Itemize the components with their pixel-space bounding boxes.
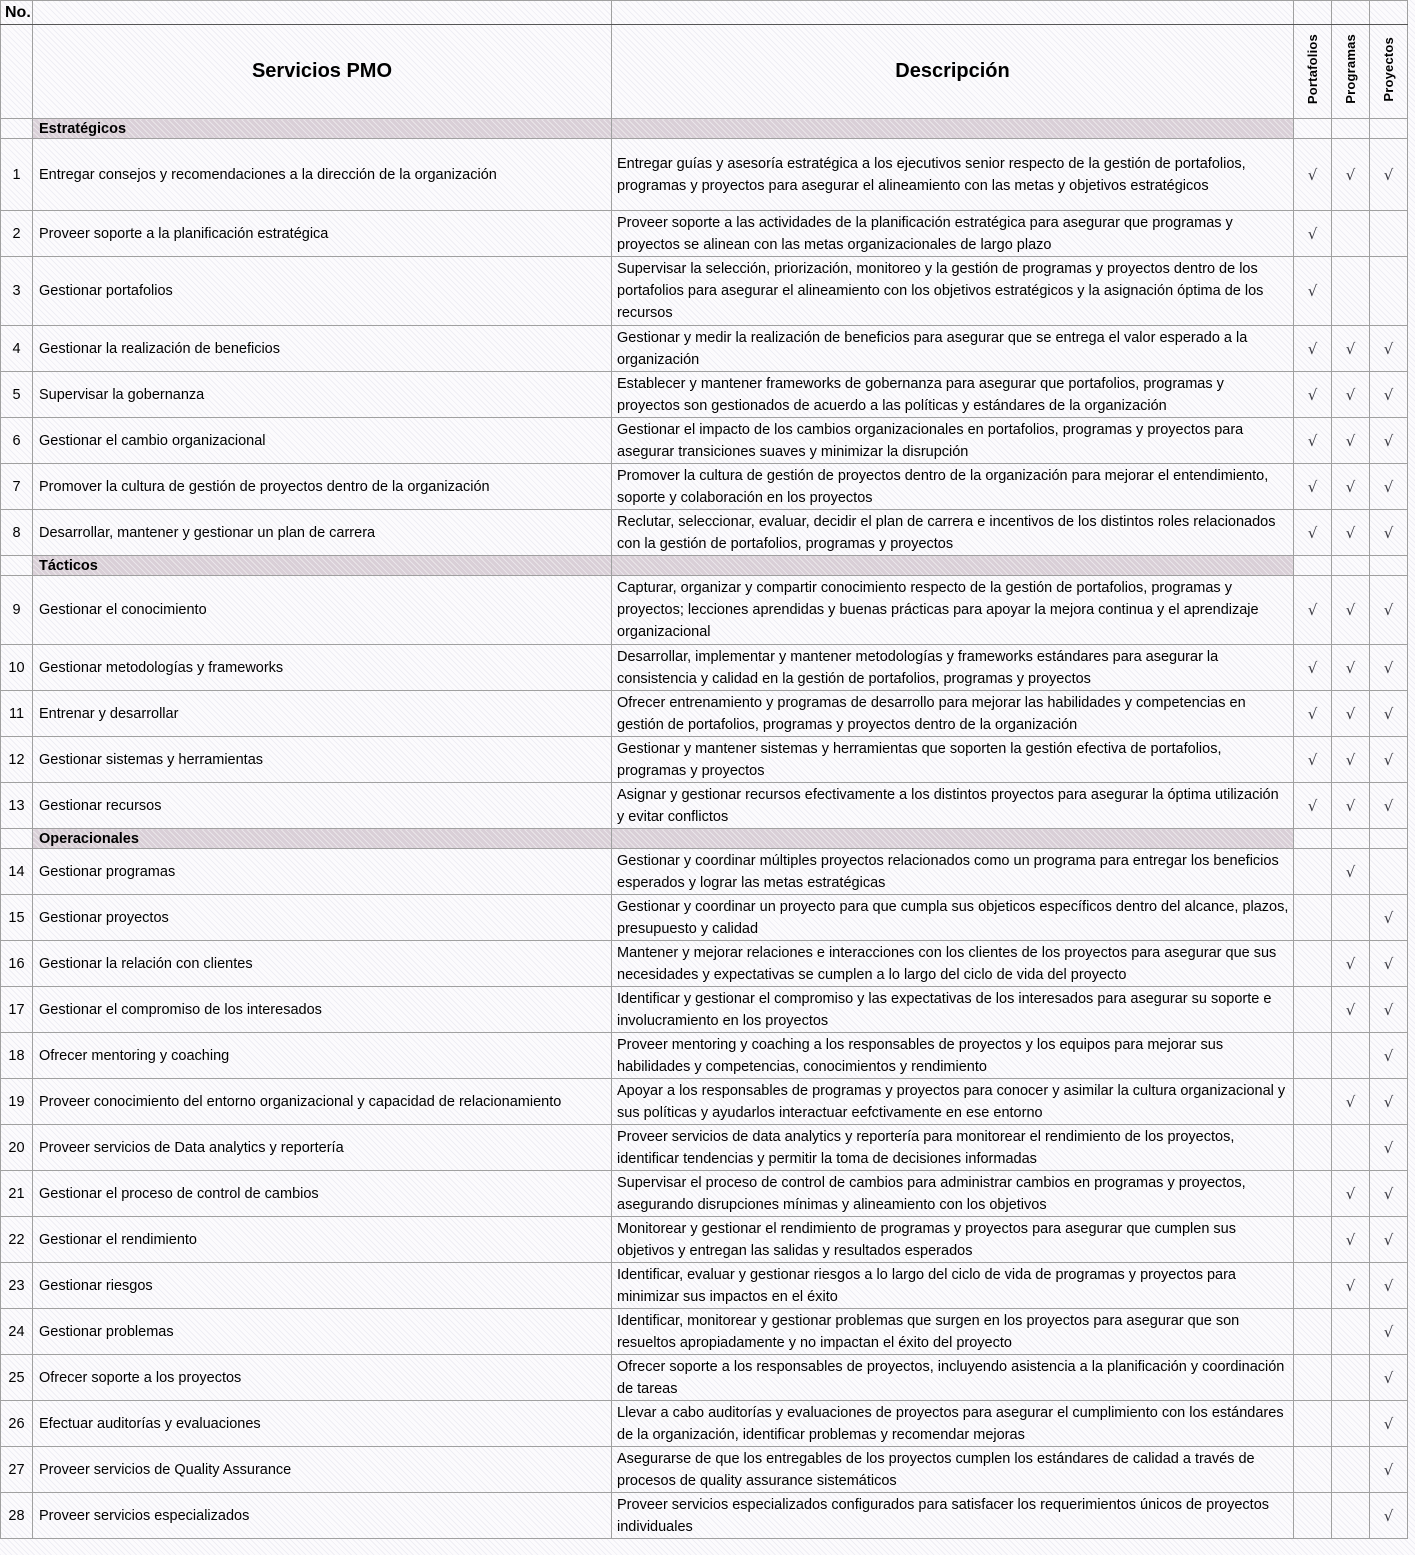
description-cell: Asignar y gestionar recursos efectivamente a los distintos proyectos para asegurar la óptima utilización y evitar conflictos (612, 783, 1294, 829)
table-row (1, 139, 1408, 211)
row-number-cell: 12 (1, 737, 33, 783)
service-cell: Gestionar el cambio organizacional (33, 418, 612, 464)
table-row (1, 211, 1408, 257)
header-proyectos (1370, 25, 1408, 119)
row-number-cell: 28 (1, 1493, 33, 1539)
row-number-cell: 7 (1, 464, 33, 510)
table-row (1, 1079, 1408, 1125)
description-cell: Capturar, organizar y compartir conocimiento respecto de la gestión de portafolios, programas y proyectos; lecciones aprendidas y buenas prácticas para apoyar la mejora continua y el aprendizaje organizacional (612, 576, 1294, 645)
check-cell-proyectos: √ (1370, 510, 1408, 556)
table-row (1, 1217, 1408, 1263)
check-cell-proyectos: √ (1370, 1125, 1408, 1171)
header-row (1, 25, 1408, 119)
section-check-spacer-portafolios (1294, 556, 1332, 576)
row-number-cell: 23 (1, 1263, 33, 1309)
table-row (1, 1493, 1408, 1539)
service-cell: Gestionar el conocimiento (33, 576, 612, 645)
service-cell: Proveer servicios especializados (33, 1493, 612, 1539)
no-row-spacer (1294, 1, 1332, 25)
row-number-cell: 16 (1, 941, 33, 987)
service-cell: Gestionar el rendimiento (33, 1217, 612, 1263)
check-cell-proyectos: √ (1370, 326, 1408, 372)
service-cell: Gestionar la realización de beneficios (33, 326, 612, 372)
table-row (1, 737, 1408, 783)
header-portafolios (1294, 25, 1332, 119)
check-cell-portafolios: √ (1294, 418, 1332, 464)
check-cell-portafolios: √ (1294, 691, 1332, 737)
check-cell-programas: √ (1332, 1263, 1370, 1309)
table-row (1, 464, 1408, 510)
description-cell: Llevar a cabo auditorías y evaluaciones de proyectos para asegurar el cumplimiento con los estándares de la organización, identificar problemas y recomendar mejoras (612, 1401, 1294, 1447)
check-cell-programas: √ (1332, 1171, 1370, 1217)
row-number-cell: 6 (1, 418, 33, 464)
service-cell: Gestionar metodologías y frameworks (33, 645, 612, 691)
check-cell-portafolios: √ (1294, 326, 1332, 372)
row-number-cell: 14 (1, 849, 33, 895)
description-cell: Proveer servicios especializados configurados para satisfacer los requerimientos únicos de proyectos individuales (612, 1493, 1294, 1539)
table-row (1, 1033, 1408, 1079)
description-cell: Identificar, evaluar y gestionar riesgos a lo largo del ciclo de vida de programas y proyectos para minimizar sus impactos en el éxito (612, 1263, 1294, 1309)
row-number-cell: 10 (1, 645, 33, 691)
row-number-cell: 15 (1, 895, 33, 941)
row-number-cell: 13 (1, 783, 33, 829)
table-row (1, 691, 1408, 737)
table-row (1, 510, 1408, 556)
check-cell-proyectos: √ (1370, 1263, 1408, 1309)
check-cell-programas (1332, 211, 1370, 257)
check-cell-programas: √ (1332, 737, 1370, 783)
check-cell-portafolios (1294, 1263, 1332, 1309)
section-header-row (1, 119, 1408, 139)
row-number-cell: 22 (1, 1217, 33, 1263)
service-cell: Gestionar sistemas y herramientas (33, 737, 612, 783)
section-check-spacer-programas (1332, 829, 1370, 849)
no-row-spacer (1370, 1, 1408, 25)
check-cell-proyectos (1370, 849, 1408, 895)
check-cell-portafolios: √ (1294, 464, 1332, 510)
service-cell: Ofrecer soporte a los proyectos (33, 1355, 612, 1401)
no-row-spacer (33, 1, 612, 25)
check-cell-programas (1332, 257, 1370, 326)
description-cell: Supervisar la selección, priorización, monitoreo y la gestión de programas y proyectos dentro de los portafolios para asegurar el alineamiento con los objetivos estratégicos y la asignación óptima de los recursos (612, 257, 1294, 326)
check-cell-programas (1332, 1493, 1370, 1539)
service-cell: Gestionar el proceso de control de cambios (33, 1171, 612, 1217)
service-cell: Gestionar programas (33, 849, 612, 895)
table-row (1, 1355, 1408, 1401)
corner-label: No. (1, 1, 33, 25)
row-number-cell: 21 (1, 1171, 33, 1217)
check-cell-programas: √ (1332, 1079, 1370, 1125)
check-cell-proyectos: √ (1370, 645, 1408, 691)
check-cell-portafolios (1294, 1309, 1332, 1355)
description-cell: Apoyar a los responsables de programas y proyectos para conocer y asimilar la cultura organizacional y sus políticas y ayudarlos interactuar eefctivamente en ese entorno (612, 1079, 1294, 1125)
check-cell-programas (1332, 1355, 1370, 1401)
description-cell: Establecer y mantener frameworks de gobernanza para asegurar que portafolios, programas y proyectos son gestionados de acuerdo a las políticas y estándares de la organización (612, 372, 1294, 418)
row-number-cell: 11 (1, 691, 33, 737)
table-row (1, 1125, 1408, 1171)
section-no-cell (1, 119, 33, 139)
check-cell-portafolios: √ (1294, 211, 1332, 257)
section-label: Operacionales (33, 829, 612, 849)
check-cell-portafolios: √ (1294, 645, 1332, 691)
row-number-cell: 18 (1, 1033, 33, 1079)
service-cell: Promover la cultura de gestión de proyectos dentro de la organización (33, 464, 612, 510)
check-cell-portafolios: √ (1294, 139, 1332, 211)
check-cell-programas: √ (1332, 691, 1370, 737)
check-cell-programas: √ (1332, 139, 1370, 211)
check-cell-portafolios (1294, 1355, 1332, 1401)
check-cell-proyectos: √ (1370, 895, 1408, 941)
check-cell-proyectos: √ (1370, 464, 1408, 510)
row-number-cell: 1 (1, 139, 33, 211)
description-cell: Identificar y gestionar el compromiso y las expectativas de los interesados para asegurar su soporte e involucramiento en los proyectos (612, 987, 1294, 1033)
check-cell-programas (1332, 1125, 1370, 1171)
service-cell: Gestionar riesgos (33, 1263, 612, 1309)
section-check-spacer-programas (1332, 119, 1370, 139)
description-cell: Gestionar y mantener sistemas y herramientas que soporten la gestión efectiva de portafolios, programas y proyectos (612, 737, 1294, 783)
description-cell: Entregar guías y asesoría estratégica a los ejecutivos senior respecto de la gestión de portafolios, programas y proyectos para asegurar el alineamiento con las metas y objetivos estratégicos (612, 139, 1294, 211)
check-cell-proyectos: √ (1370, 1447, 1408, 1493)
service-cell: Desarrollar, mantener y gestionar un plan de carrera (33, 510, 612, 556)
section-no-cell (1, 829, 33, 849)
section-check-spacer-proyectos (1370, 119, 1408, 139)
check-cell-portafolios: √ (1294, 576, 1332, 645)
check-cell-proyectos: √ (1370, 691, 1408, 737)
table-row (1, 645, 1408, 691)
service-cell: Proveer conocimiento del entorno organizacional y capacidad de relacionamiento (33, 1079, 612, 1125)
service-cell: Proveer soporte a la planificación estratégica (33, 211, 612, 257)
check-cell-portafolios: √ (1294, 372, 1332, 418)
check-cell-proyectos: √ (1370, 1309, 1408, 1355)
check-cell-proyectos (1370, 257, 1408, 326)
row-number-cell: 4 (1, 326, 33, 372)
row-number-cell: 26 (1, 1401, 33, 1447)
description-cell: Asegurarse de que los entregables de los proyectos cumplen los estándares de calidad a través de procesos de quality assurance sistemáticos (612, 1447, 1294, 1493)
header-programas-label: Programas (1343, 34, 1358, 104)
check-cell-programas: √ (1332, 372, 1370, 418)
header-programas (1332, 25, 1370, 119)
description-cell: Supervisar el proceso de control de cambios para administrar cambios en programas y proyectos, asegurando disrupciones mínimas y alineamiento con los objetivos (612, 1171, 1294, 1217)
section-fill-cell (612, 556, 1294, 576)
description-cell: Proveer servicios de data analytics y reportería para monitorear el rendimiento de los proyectos, identificar tendencias y permitir la toma de decisiones informadas (612, 1125, 1294, 1171)
table-row (1, 418, 1408, 464)
check-cell-programas: √ (1332, 849, 1370, 895)
check-cell-programas: √ (1332, 987, 1370, 1033)
check-cell-programas: √ (1332, 464, 1370, 510)
table-row (1, 576, 1408, 645)
check-cell-portafolios (1294, 849, 1332, 895)
row-number-cell: 20 (1, 1125, 33, 1171)
section-label: Estratégicos (33, 119, 612, 139)
check-cell-portafolios (1294, 1447, 1332, 1493)
section-check-spacer-portafolios (1294, 119, 1332, 139)
description-cell: Gestionar y medir la realización de beneficios para asegurar que se entrega el valor esperado a la organización (612, 326, 1294, 372)
check-cell-proyectos: √ (1370, 1401, 1408, 1447)
check-cell-portafolios (1294, 941, 1332, 987)
header-proyectos-label: Proyectos (1381, 36, 1396, 102)
check-cell-proyectos: √ (1370, 1033, 1408, 1079)
check-cell-proyectos: √ (1370, 1079, 1408, 1125)
check-cell-proyectos: √ (1370, 1493, 1408, 1539)
description-cell: Desarrollar, implementar y mantener metodologías y frameworks estándares para asegurar la consistencia y calidad en la gestión de portafolios, programas y proyectos (612, 645, 1294, 691)
check-cell-programas: √ (1332, 783, 1370, 829)
check-cell-proyectos: √ (1370, 139, 1408, 211)
description-cell: Promover la cultura de gestión de proyectos dentro de la organización para mejorar el entendimiento, soporte y colaboración en los proyectos (612, 464, 1294, 510)
row-number-cell: 8 (1, 510, 33, 556)
description-cell: Ofrecer soporte a los responsables de proyectos, incluyendo asistencia a la planificación y coordinación de tareas (612, 1355, 1294, 1401)
section-check-spacer-portafolios (1294, 829, 1332, 849)
service-cell: Gestionar portafolios (33, 257, 612, 326)
description-cell: Proveer soporte a las actividades de la planificación estratégica para asegurar que programas y proyectos se alinean con las metas organizacionales de largo plazo (612, 211, 1294, 257)
check-cell-programas: √ (1332, 326, 1370, 372)
service-cell: Gestionar la relación con clientes (33, 941, 612, 987)
no-row (1, 1, 1408, 25)
service-cell: Gestionar proyectos (33, 895, 612, 941)
check-cell-programas: √ (1332, 1217, 1370, 1263)
check-cell-proyectos: √ (1370, 418, 1408, 464)
table-row (1, 1263, 1408, 1309)
description-cell: Identificar, monitorear y gestionar problemas que surgen en los proyectos para asegurar que son resueltos apropiadamente y no impactan el éxito del proyecto (612, 1309, 1294, 1355)
table-row (1, 783, 1408, 829)
table-row (1, 372, 1408, 418)
row-number-cell: 5 (1, 372, 33, 418)
description-cell: Gestionar y coordinar un proyecto para que cumpla sus objeticos específicos dentro del alcance, plazos, presupuesto y calidad (612, 895, 1294, 941)
service-cell: Entregar consejos y recomendaciones a la dirección de la organización (33, 139, 612, 211)
header-descripcion: Descripción (612, 25, 1294, 119)
check-cell-portafolios: √ (1294, 257, 1332, 326)
check-cell-proyectos: √ (1370, 372, 1408, 418)
service-cell: Proveer servicios de Quality Assurance (33, 1447, 612, 1493)
check-cell-programas: √ (1332, 941, 1370, 987)
check-cell-portafolios (1294, 1079, 1332, 1125)
check-cell-proyectos: √ (1370, 987, 1408, 1033)
service-cell: Gestionar el compromiso de los interesados (33, 987, 612, 1033)
service-cell: Supervisar la gobernanza (33, 372, 612, 418)
row-number-cell: 9 (1, 576, 33, 645)
section-header-row (1, 556, 1408, 576)
check-cell-portafolios (1294, 1125, 1332, 1171)
section-check-spacer-programas (1332, 556, 1370, 576)
description-cell: Reclutar, seleccionar, evaluar, decidir el plan de carrera e incentivos de los distintos roles relacionados con la gestión de portafolios, programas y proyectos (612, 510, 1294, 556)
row-number-cell: 19 (1, 1079, 33, 1125)
table-row (1, 1447, 1408, 1493)
table-row (1, 987, 1408, 1033)
table-row (1, 941, 1408, 987)
check-cell-programas: √ (1332, 510, 1370, 556)
check-cell-portafolios (1294, 987, 1332, 1033)
table-row (1, 257, 1408, 326)
no-row-spacer (1332, 1, 1370, 25)
check-cell-proyectos: √ (1370, 1355, 1408, 1401)
service-cell: Gestionar problemas (33, 1309, 612, 1355)
check-cell-proyectos: √ (1370, 737, 1408, 783)
description-cell: Proveer mentoring y coaching a los responsables de proyectos y los equipos para mejorar sus habilidades y competencias, conocimientos y rendimiento (612, 1033, 1294, 1079)
check-cell-programas (1332, 1309, 1370, 1355)
table-row (1, 849, 1408, 895)
check-cell-programas: √ (1332, 576, 1370, 645)
description-cell: Monitorear y gestionar el rendimiento de programas y proyectos para asegurar que cumplen sus objetivos y entregan las salidas y resultados esperados (612, 1217, 1294, 1263)
check-cell-programas: √ (1332, 645, 1370, 691)
section-label: Tácticos (33, 556, 612, 576)
check-cell-portafolios: √ (1294, 737, 1332, 783)
row-number-cell: 2 (1, 211, 33, 257)
check-cell-programas (1332, 1033, 1370, 1079)
check-cell-portafolios (1294, 1401, 1332, 1447)
description-cell: Gestionar el impacto de los cambios organizacionales en portafolios, programas y proyectos para asegurar transiciones suaves y minimizar la disrupción (612, 418, 1294, 464)
description-cell: Gestionar y coordinar múltiples proyectos relacionados como un programa para entregar los beneficios esperados y lograr las metas estratégicas (612, 849, 1294, 895)
no-row-spacer (612, 1, 1294, 25)
section-check-spacer-proyectos (1370, 556, 1408, 576)
service-cell: Proveer servicios de Data analytics y reportería (33, 1125, 612, 1171)
check-cell-portafolios (1294, 895, 1332, 941)
check-cell-programas (1332, 895, 1370, 941)
row-number-cell: 27 (1, 1447, 33, 1493)
section-check-spacer-proyectos (1370, 829, 1408, 849)
table-row (1, 1401, 1408, 1447)
description-cell: Ofrecer entrenamiento y programas de desarrollo para mejorar las habilidades y competencias en gestión de portafolios, programas y proyectos dentro de la organización (612, 691, 1294, 737)
header-empty-cell (1, 25, 33, 119)
section-fill-cell (612, 829, 1294, 849)
row-number-cell: 25 (1, 1355, 33, 1401)
header-portafolios-label: Portafolios (1305, 33, 1320, 105)
service-cell: Entrenar y desarrollar (33, 691, 612, 737)
header-servicios: Servicios PMO (33, 25, 612, 119)
check-cell-proyectos: √ (1370, 1217, 1408, 1263)
row-number-cell: 17 (1, 987, 33, 1033)
check-cell-portafolios: √ (1294, 783, 1332, 829)
table-row (1, 326, 1408, 372)
table-row (1, 1309, 1408, 1355)
service-cell: Gestionar recursos (33, 783, 612, 829)
check-cell-programas: √ (1332, 418, 1370, 464)
check-cell-programas (1332, 1447, 1370, 1493)
table-row (1, 895, 1408, 941)
check-cell-portafolios: √ (1294, 510, 1332, 556)
check-cell-proyectos (1370, 211, 1408, 257)
check-cell-proyectos: √ (1370, 941, 1408, 987)
section-no-cell (1, 556, 33, 576)
description-cell: Mantener y mejorar relaciones e interacciones con los clientes de los proyectos para asegurar que sus necesidades y expectativas se cumplen a lo largo del ciclo de vida del proyecto (612, 941, 1294, 987)
section-fill-cell (612, 119, 1294, 139)
check-cell-portafolios (1294, 1033, 1332, 1079)
table-body (1, 119, 1408, 1539)
row-number-cell: 3 (1, 257, 33, 326)
check-cell-portafolios (1294, 1171, 1332, 1217)
section-header-row (1, 829, 1408, 849)
table-row (1, 1171, 1408, 1217)
check-cell-programas (1332, 1401, 1370, 1447)
row-number-cell: 24 (1, 1309, 33, 1355)
check-cell-proyectos: √ (1370, 576, 1408, 645)
check-cell-proyectos: √ (1370, 1171, 1408, 1217)
check-cell-portafolios (1294, 1217, 1332, 1263)
service-cell: Efectuar auditorías y evaluaciones (33, 1401, 612, 1447)
service-cell: Ofrecer mentoring y coaching (33, 1033, 612, 1079)
check-cell-portafolios (1294, 1493, 1332, 1539)
check-cell-proyectos: √ (1370, 783, 1408, 829)
